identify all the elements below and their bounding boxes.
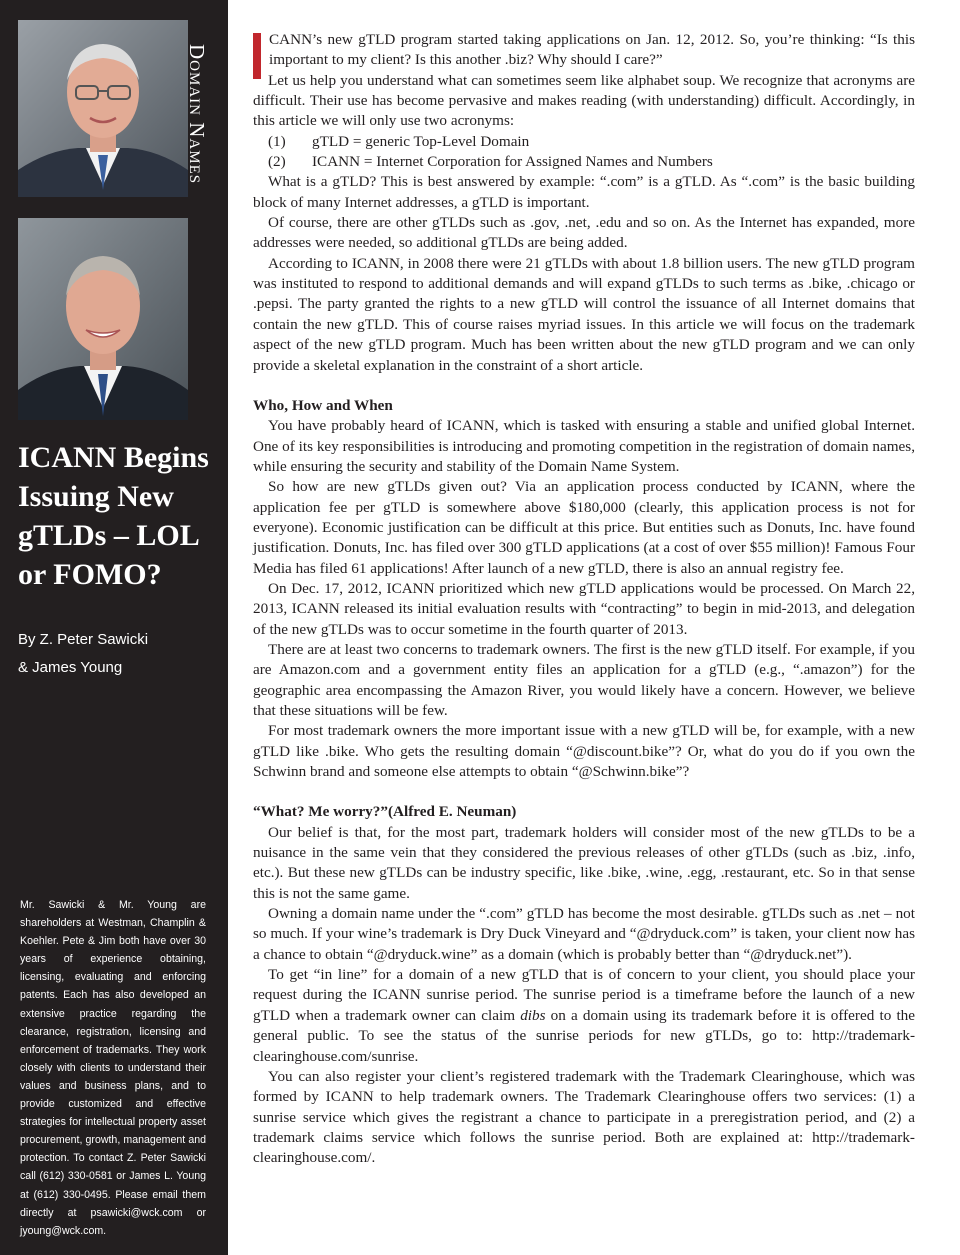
article-paragraph: According to ICANN, in 2008 there were 21 gTLDs with about 1.8 billion users. The new gTLD program was instituted to respond to additional demands and will expand gTLDs to such terms as .bike, .chicago or .pepsi. The party granted the rights to a new gTLD will control the issuance of all Internet domains that contain the new gTLD. This of course raises myriad issues. In this article we will focus on the trademark aspect of the new gTLD program. Much has been written about the new gTLD program and we can only provide a skeletal explanation in the constraint of a short article. (253, 254, 915, 374)
article-paragraph: You have probably heard of ICANN, which is tasked with ensuring a stable and unified global Internet. One of its key responsibilities is introducing and promoting competition in the registration of domain names, while ensuring the security and stability of the Domain Name System. (253, 417, 915, 475)
portrait-illustration (18, 218, 188, 420)
byline-author-1: By Z. Peter Sawicki (18, 631, 149, 648)
article-paragraph: On Dec. 17, 2012, ICANN prioritized which new gTLD applications would be processed. On March 22, 2013, ICANN released its initial evaluation results with “contracting” to begin in mid-2013, and delegation of the new gTLDs was to occur sometime in the fourth quarter of 2013. (253, 579, 915, 638)
list-number: (2) (268, 153, 286, 171)
article-title: ICANN Begins Issuing New gTLDs – LOL or FOMO? (18, 441, 209, 591)
text-run: on a domain using its trademark before it is offered to the general public. To see the status of the sunrise periods for new gTLDs, go to: http://trademark-clearinghouse.com/sunrise. (253, 1006, 916, 1065)
article-paragraph: For most trademark owners the more important issue with a new gTLD will be, for example, with a new gTLD like .bike. Who gets the resulting domain “@discount.bike”? Or, what do you do if you own the Schwinn brand and someone else attempts to obtain “@Schwinn.bike”? (253, 722, 915, 781)
list-text: ICANN = Internet Corporation for Assigned Names and Numbers (312, 153, 713, 171)
article-paragraph: What is a gTLD? This is best answered by example: “.com” is a gTLD. As “.com” is the basic building block of many Internet addresses, a gTLD is important. (253, 173, 915, 211)
emphasis: dibs (520, 1006, 546, 1024)
article-paragraph (253, 965, 915, 1067)
list-text: gTLD = generic Top-Level Domain (312, 132, 530, 150)
byline-author-2: & James Young (18, 659, 123, 676)
section-label: Domain Names (185, 44, 209, 185)
article-paragraph: Let us help you understand what can sometimes seem like alphabet soup. We recognize that acronyms are difficult. Their use has become pervasive and makes reading (with understanding) difficult. Accordingly, in this article we will only use two acronyms: (253, 71, 915, 130)
section-heading: Who, How and When (253, 396, 393, 414)
list-number: (1) (268, 132, 286, 150)
portrait-illustration (18, 20, 188, 197)
article-paragraph: Owning a domain name under the “.com” gTLD has become the most desirable. gTLDs such as .net – not so much. If your wine’s trademark is Dry Duck Vineyard and “@dryduck.com” is taken, your client now has a chance to obtain “@dryduck.wine” as a domain (which is probably better than “@dryduck.net”). (253, 905, 915, 963)
list-item (253, 152, 915, 172)
article-paragraph: Our belief is that, for the most part, trademark holders will consider most of the new gTLDs to be a nuisance in the same vein that they considered the previous releases of other gTLDs (such as .biz, .info, etc.). But these new gTLDs can be industry specific, like .bike, .wine, .egg, .restaurant, etc. So in that sense this is not the same game. (253, 823, 915, 902)
article-paragraph: Of course, there are other gTLDs such as .gov, .net, .edu and so on. As the Internet has expanded, more addresses were needed, so additional gTLDs are being added. (253, 214, 915, 252)
section-heading: “What? Me worry?”(Alfred E. Neuman) (253, 803, 517, 821)
author-photo-young (18, 218, 188, 420)
author-photo-sawicki (18, 20, 188, 197)
article-paragraph: So how are new gTLDs given out? Via an application process conducted by ICANN, where the application fee per gTLD is somewhere above $180,000 (clearly, this application process is not for everyone). Economic justification can be difficult at this price. But entities such as Donuts, Inc. have found justification. Donuts, Inc. has filed over 300 gTLD applications (at a cost of over $55 million)! Famous Four Media has filed 61 applications! After launch of a new gTLD, there is also an annual registry fee. (253, 478, 915, 577)
article-body (253, 30, 915, 1169)
text-run: To get “in line” for a domain of a new gTLD that is of concern to your client, you should place your request during the ICANN sunrise period. The sunrise period is a timeframe before the launch of a new gTLD when a trademark owner can claim (253, 966, 915, 1024)
author-bio: Mr. Sawicki & Mr. Young are shareholders at Westman, Champlin & Koehler. Pete & Jim both have over 30 years of experience obtaining, licensing, evaluating and enforcing patents. Each has also developed an extensive practice regarding the clearance, registration, licensing and enforcement of trademarks. They work closely with clients to understand their values and business plans, and to provide customized and effective strategies for intellectual property asset procurement, growth, management and protection. To contact Z. Peter Sawicki call (612) 330-0581 or James L. Young at (612) 330-0495. Please email them directly at psawicki@wck.com or jyoung@wck.com. (20, 899, 206, 1237)
list-item (253, 132, 915, 152)
article-paragraph: CANN’s new gTLD program started taking applications on Jan. 12, 2012. So, you’re thinking: “Is this important to my client? Is this another .biz? Why should I care?” (269, 31, 915, 69)
article-paragraph: There are at least two concerns to trademark owners. The first is the new gTLD itself. For example, if you are Amazon.com and a government entity files an application for a gTLD (e.g., “.amazon”) for the geographic area encompassing the Amazon River, you would likely have a concern. However, we believe that these situations will be few. (253, 640, 915, 719)
article-paragraph: You can also register your client’s registered trademark with the Trademark Clearinghouse, which was formed by ICANN to help trademark owners. The Trademark Clearinghouse offers two services: (1) a sunrise service which gives the registrant a chance to participate in a preregistration period, and (2) a trademark claims service which follows the sunrise period. Both are explained at: http://trademark-clearinghouse.com/. (253, 1067, 915, 1167)
